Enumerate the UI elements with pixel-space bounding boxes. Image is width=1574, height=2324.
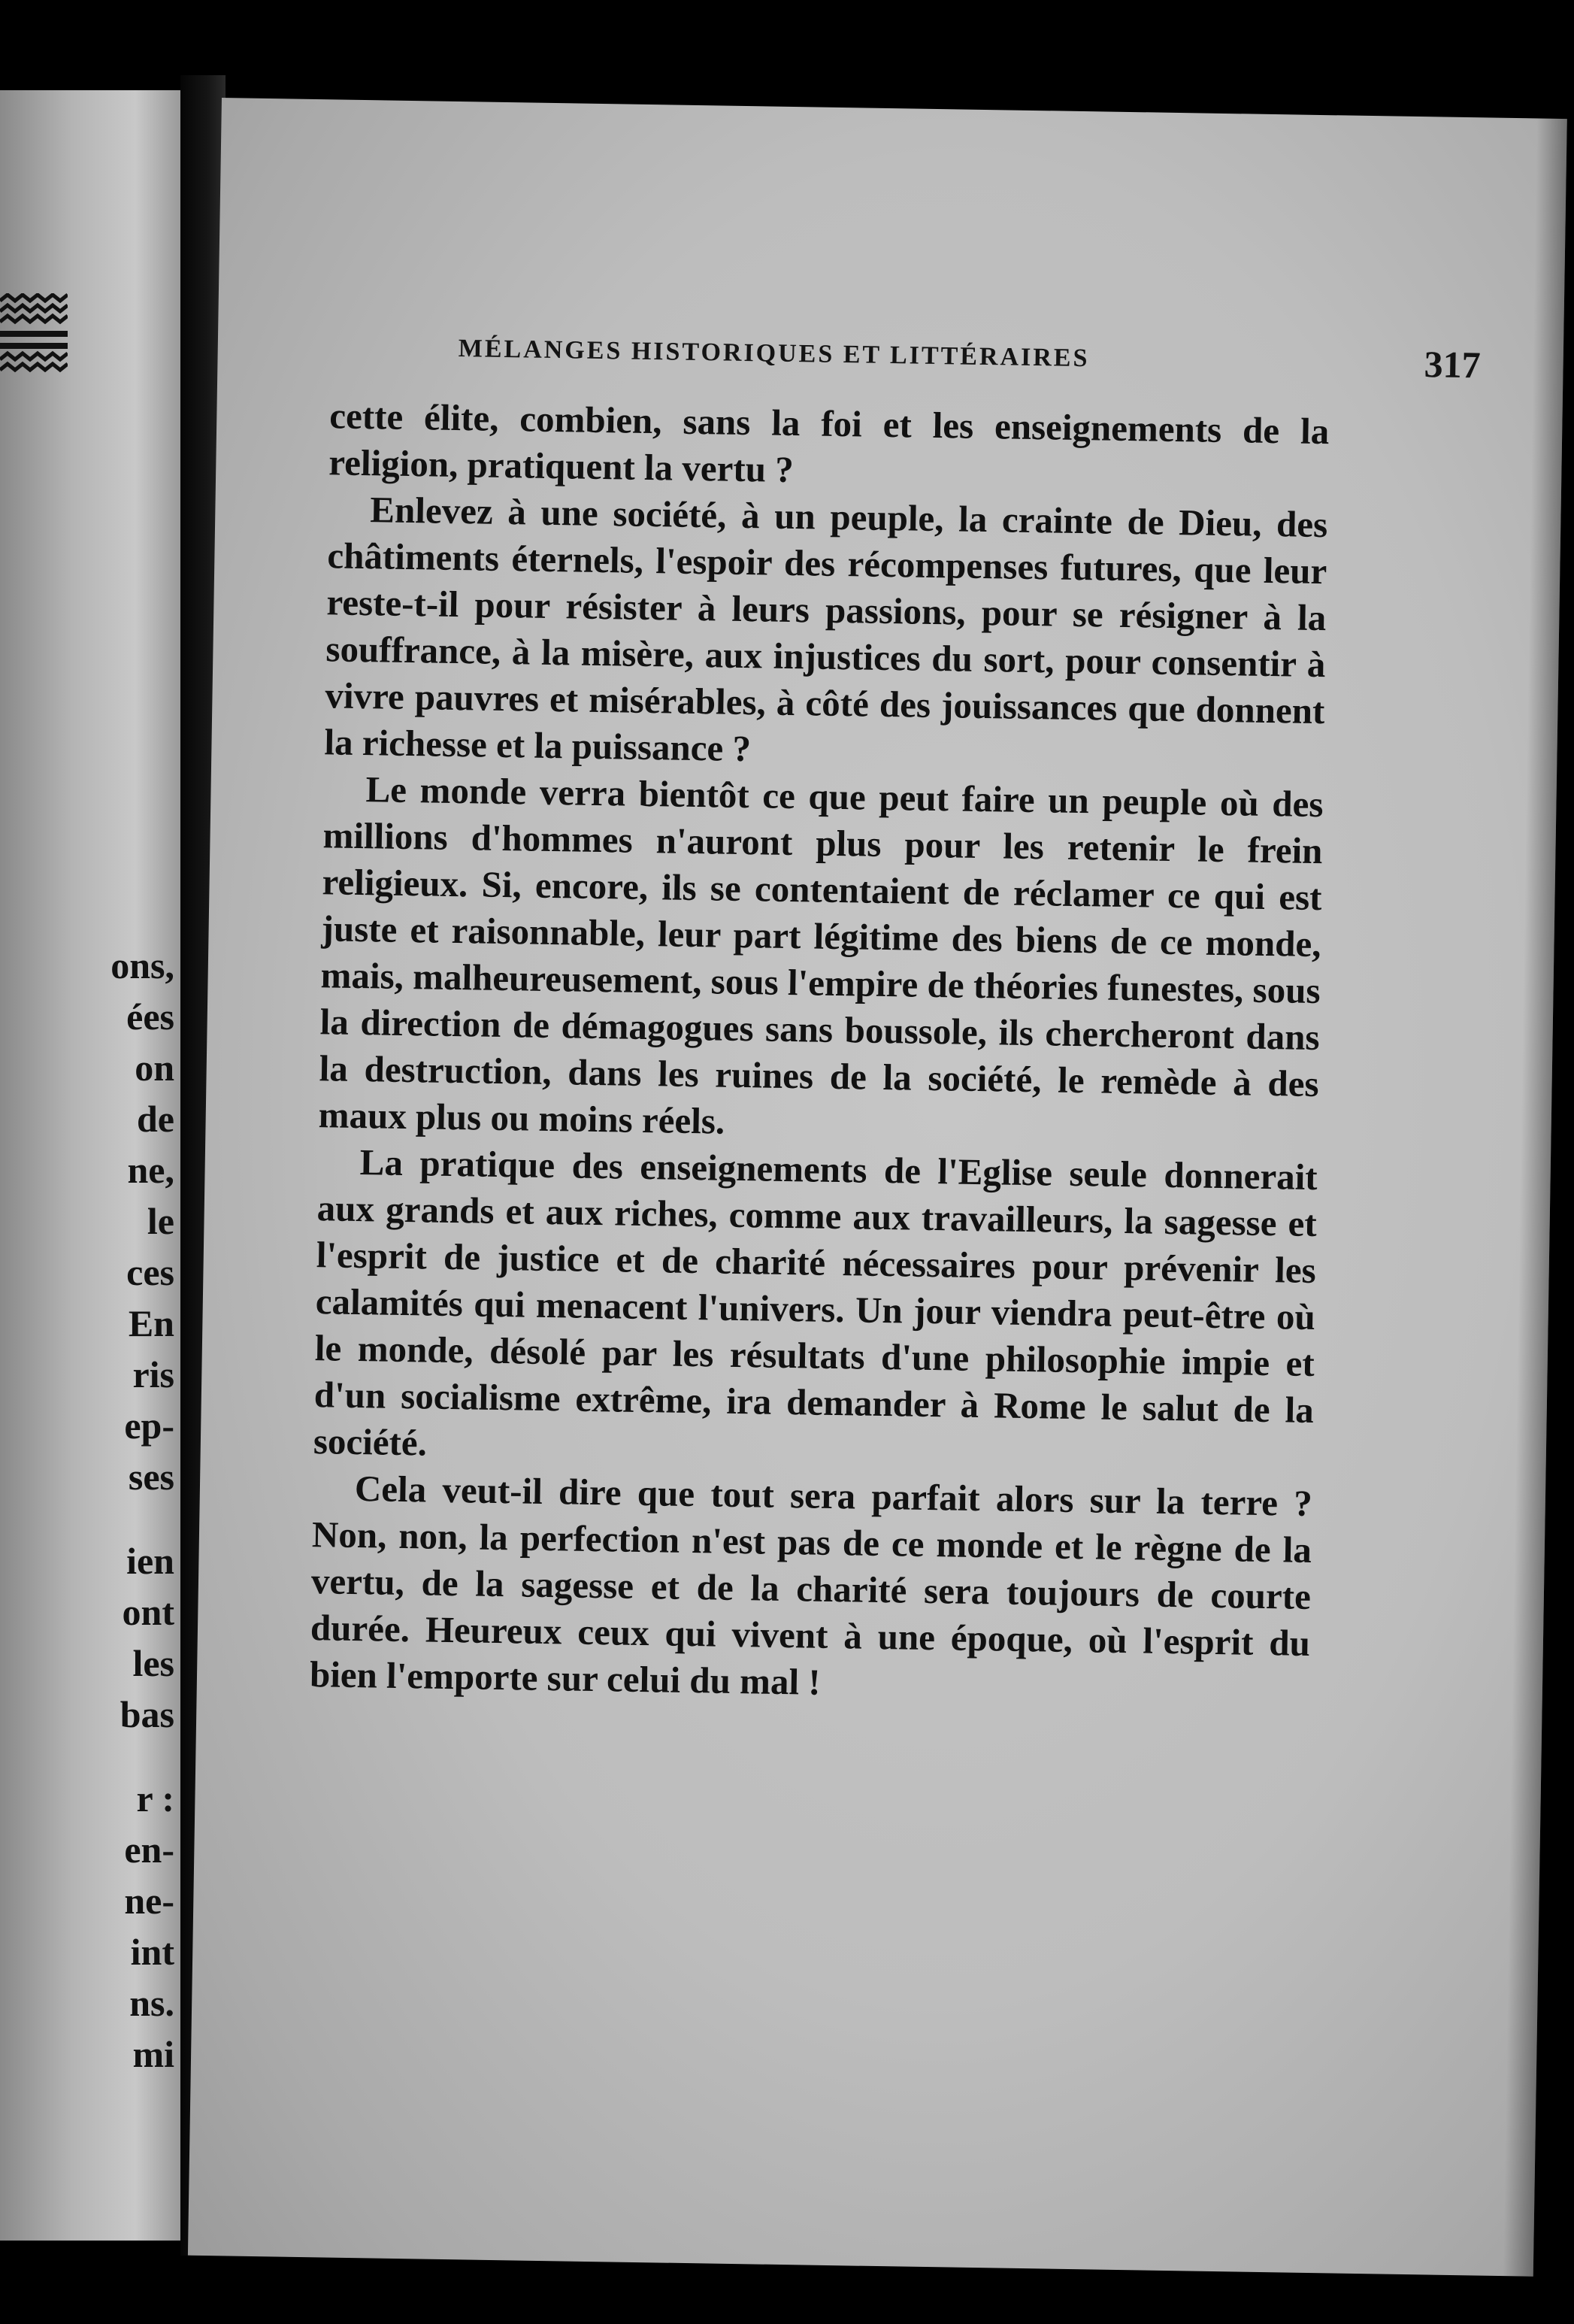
running-head-title: MÉLANGES HISTORIQUES ET LITTÉRAIRES <box>458 334 1090 373</box>
paragraph: Cela veut-il dire que tout sera parfait alors sur la terre ? Non, non, la perfection n'est pas de ce monde et le règne de la vertu, de la sagesse et de la charité sera toujours de courte durée. Heureux ceux qui vivent à une époque, où l'esprit du bien l'emporte sur celui du mal ! <box>309 1468 1313 1703</box>
text-fragment: ses <box>128 1456 174 1498</box>
text-fragment: mi <box>132 2033 174 2075</box>
text-fragment-gap <box>110 1740 174 1773</box>
text-fragment: r : <box>136 1777 174 1820</box>
text-fragment: bas <box>120 1693 174 1735</box>
text-fragment: En <box>128 1302 174 1344</box>
page-number: 317 <box>1424 343 1482 386</box>
main-page <box>188 98 1567 2277</box>
text-fragment: en- <box>124 1829 174 1871</box>
text-fragment: ns. <box>129 1982 174 2024</box>
paragraph: Enlevez à une société, à un peuple, la crainte de Dieu, des châtiments éternels, l'espoir des récompenses futures, que leur reste-t-il pour résister à leurs passions, pour se résigner à la souffrance, à la misère, aux injustices du sort, pour consentir à vivre pauvres et misérables, à côté des jouissances que donnent la richesse et la puissance ? <box>324 489 1328 770</box>
body-text <box>310 392 1330 1713</box>
left-page <box>0 90 180 2241</box>
text-fragment: on <box>135 1047 174 1089</box>
text-fragment: ne- <box>124 1880 174 1922</box>
paragraph: cette élite, combien, sans la foi et les enseignements de la religion, pratiquent la vertu ? <box>328 395 1330 491</box>
text-fragment: les <box>132 1642 174 1684</box>
text-fragment: int <box>130 1931 174 1973</box>
text-fragment: le <box>147 1200 174 1242</box>
text-fragment: ons, <box>110 944 174 986</box>
text-fragment: ris <box>132 1353 174 1395</box>
paragraph: Le monde verra bientôt ce que peut faire un peuple où des millions d'hommes n'auront plus pour les retenir le frein religieux. Si, encore, ils se contentaient de réclamer ce qui est juste et raisonnable, leur part légitime des biens de ce monde, mais, malheureusement, sous l'empire de théories funestes, sous la direction de démagogues sans boussole, ils chercheront dans la destruction, dans les ruines de la société, le remède à des maux plus ou moins réels. <box>318 768 1324 1142</box>
text-fragment: ien <box>126 1540 174 1582</box>
text-fragment: de <box>137 1098 174 1140</box>
text-fragment: ne, <box>127 1149 174 1191</box>
paragraph: La pratique des enseignements de l'Eglise seule donnerait aux grands et aux riches, comme aux travailleurs, la sagesse et l'esprit de justice et de charité nécessaires pour prévenir les calamités qui menacent l'univers. Un jour viendra peut-être où le monde, désolé par les résultats d'une philosophie impie et d'un socialisme extrême, ira demander à Rome le salut de la société. <box>313 1141 1318 1464</box>
ornament-icon <box>0 293 68 459</box>
text-fragment-gap <box>110 1502 174 1535</box>
text-fragment: ep- <box>124 1404 174 1447</box>
text-fragment: ces <box>126 1251 174 1293</box>
running-head <box>458 327 1481 395</box>
left-page-text-fragments <box>110 940 174 2080</box>
text-fragment: ont <box>122 1591 174 1633</box>
text-fragment: ées <box>126 995 174 1038</box>
